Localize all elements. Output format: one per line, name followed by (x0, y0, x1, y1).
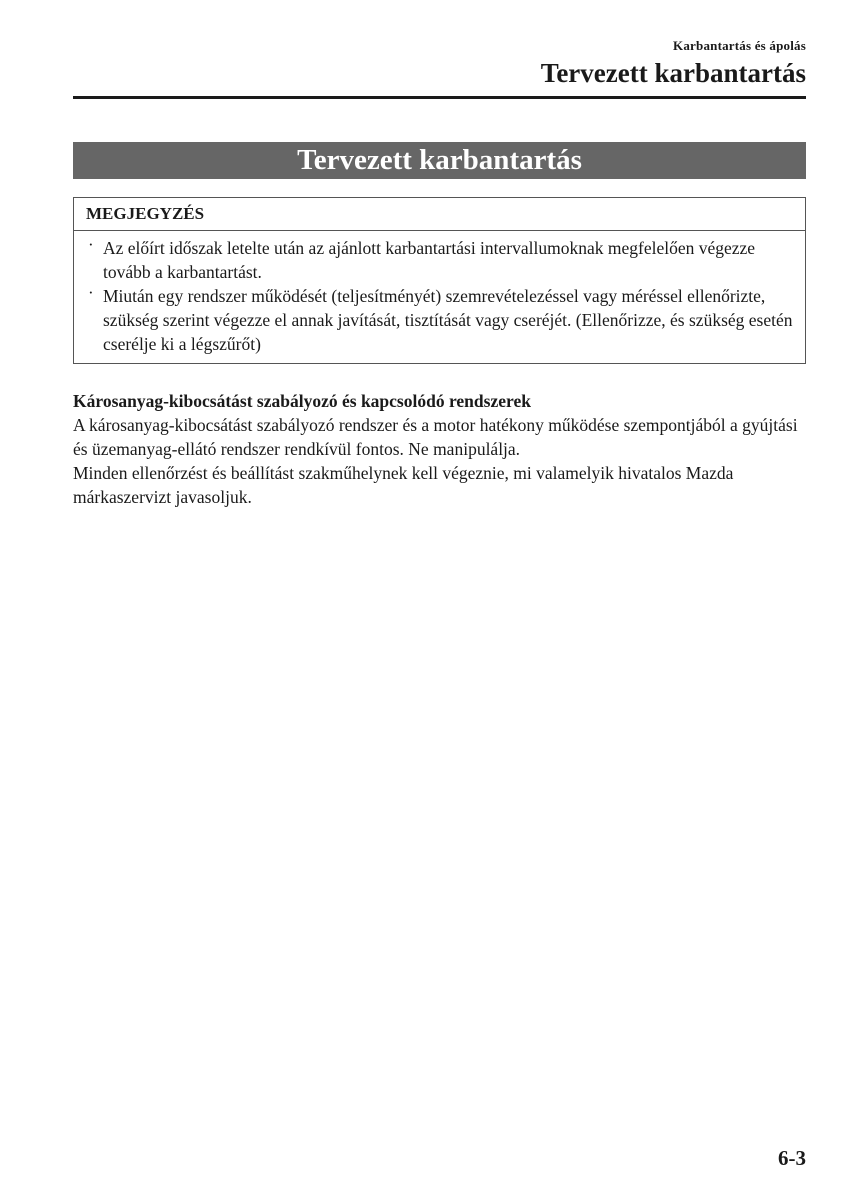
note-title: MEGJEGYZÉS (74, 198, 805, 231)
bullet-icon: · (88, 283, 94, 302)
emission-heading: Károsanyag-kibocsátást szabályozó és kapcsolódó rendszerek (73, 391, 531, 411)
emission-section (73, 389, 806, 509)
page-title: Tervezett karbantartás (540, 58, 806, 88)
note-box (73, 197, 806, 364)
bullet-icon: · (88, 235, 94, 254)
note-item-text: Az előírt időszak letelte után az ajánlott karbantartási intervallumoknak megfelelően végezze tovább a karbantartást. (103, 238, 756, 282)
page-number: 6-3 (778, 1146, 806, 1170)
note-item (86, 236, 793, 284)
emission-paragraph: A károsanyag-kibocsátást szabályozó rendszer és a motor hatékony működése szempontjából a gyújtási és üzemanyag-ellátó rendszer rendkívül fontos. Ne manipulálja. (73, 415, 798, 459)
note-list (74, 231, 805, 363)
header-divider (73, 96, 806, 99)
section-banner: Tervezett karbantartás (73, 142, 806, 179)
chapter-title: Karbantartás és ápolás (673, 38, 806, 53)
note-item-text: Miután egy rendszer működését (teljesítményét) szemrevételezéssel vagy méréssel ellenőrizte, szükség szerint végezze el annak javítását, tisztítását vagy cseréjét. (Ellenőrizze, és szükség esetén cserélje ki a légszűrőt) (103, 286, 793, 354)
note-item (86, 284, 793, 356)
emission-paragraph: Minden ellenőrzést és beállítást szakműhelynek kell végeznie, mi valamelyik hivatalos Mazda márkaszervizt javasoljuk. (73, 463, 734, 507)
